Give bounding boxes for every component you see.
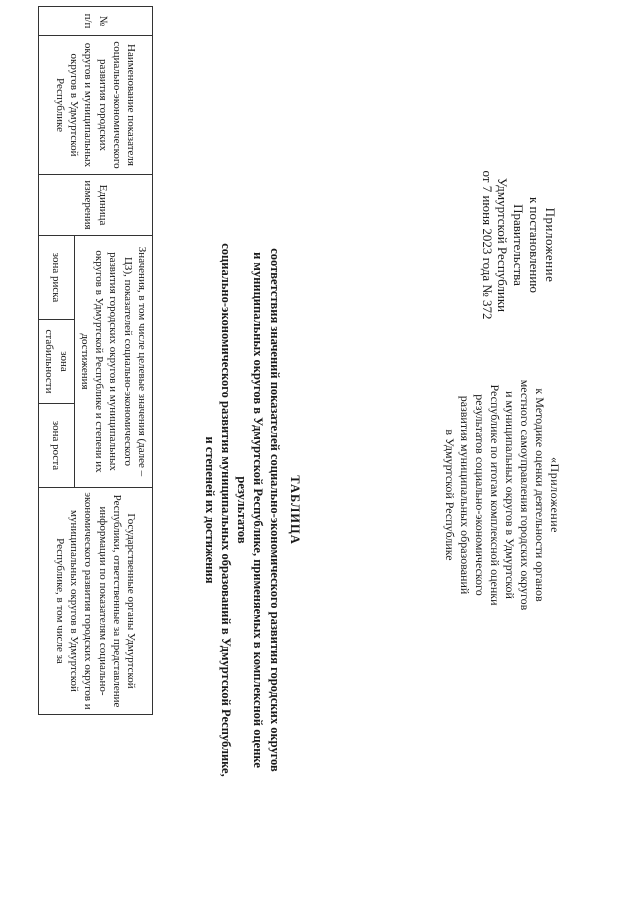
methodology-line: и муниципальных округов в Удмуртской [503,391,517,599]
header-indicator-name: Наименование показателя социально-экономического развития городских округов и муниципальных округов в Удмуртской Республике [38,36,152,175]
appendix-line: Удмуртской Республики [495,177,511,313]
header-unit: Единица измерения [38,175,152,236]
methodology-appendix-header [442,345,562,645]
title-line: соответствия значений показателей социально-экономического развития городских округов [267,248,282,772]
header-responsible-organs: Государственные органы Удмуртской Республики, ответственные за представление информации по показателям социально-экономического развития городских округов и муниципальных округов в Удмуртской Республике, в том числе за [38,488,152,715]
header-values: Значения, в том числе целевые значения (далее – ЦЗ), показателей социально-экономического развития городских округов и муниципальных округов в Удмуртской Республике и степени их достижения [74,236,152,488]
methodology-line: местного самоуправления городских округов [518,379,532,611]
title-main: ТАБЛИЦА [288,475,302,545]
title-line: и муниципальных округов в Удмуртской Республике, применяемых в комплексной оценке результатов [235,252,266,768]
indicator-table [38,6,153,715]
header-zone-stability: зона стабильности [38,320,74,404]
methodology-line: к Методике оценки деятельности органов [533,388,547,602]
header-num: № п/п [38,7,152,36]
methodology-line: результатов социально-экономического [473,394,487,596]
table-header-row [74,7,152,715]
methodology-line: Республике по итогам комплексной оценки [488,384,502,606]
title-line: и степеней их достижения [202,436,217,584]
methodology-line: в Удмуртской Республике [443,429,457,561]
appendix-header [479,160,558,330]
header-zone-growth: зона роста [38,404,74,488]
title-line: социально-экономического развития муниципальных образований в Удмуртской Республике, [219,243,233,777]
appendix-line: к постановлению Правительства [511,196,543,294]
appendix-line: от 7 июня 2023 года № 372 [479,170,495,320]
appendix-heading: Приложение [543,207,558,283]
methodology-line: развития муниципальных образований [458,395,472,595]
methodology-heading: «Приложение [548,457,562,533]
document-title [202,230,304,790]
header-zone-risk: зона риска [38,236,74,320]
